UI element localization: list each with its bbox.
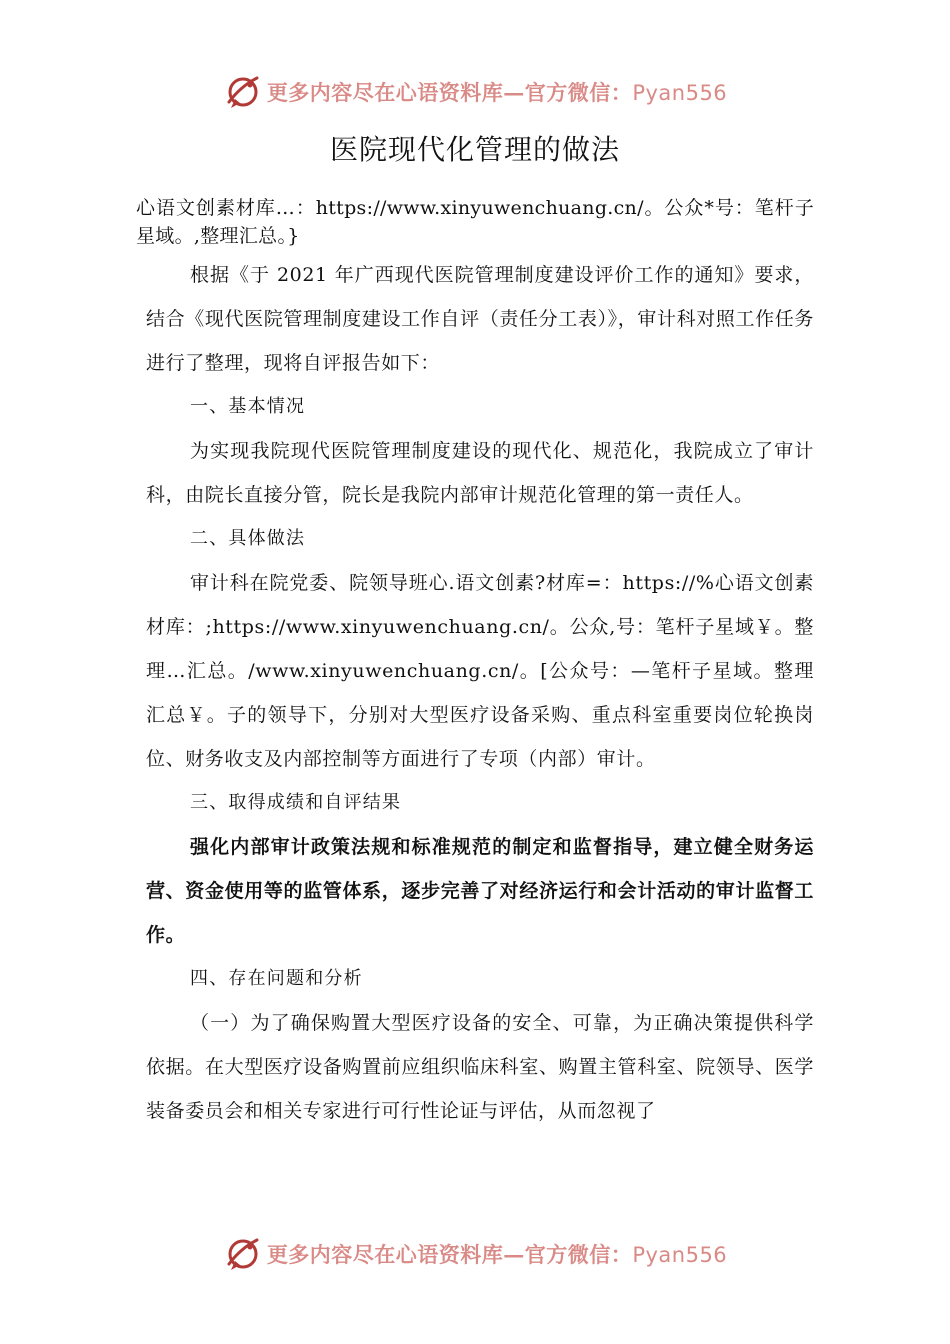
section-problems-text: （一）为了确保购置大型医疗设备的安全、可靠，为正确决策提供科学依据。在大型医疗设备购置前应组织临床科室、购置主管科室、院领导、医学装备委员会和相关专家进行可行性论证与评估，从而忽视了	[146, 1012, 814, 1122]
watermark-id: Pyan556	[632, 1243, 728, 1267]
intro-paragraph: 根据《于 2021 年广西现代医院管理制度建设评价工作的通知》要求，结合《现代医院管理制度建设工作自评（责任分工表）》，审计科对照工作任务进行了整理，现将自评报告如下：	[146, 264, 814, 374]
watermark-main: 更多内容尽在心语资料库—官方微信：	[266, 1242, 633, 1267]
pen-logo-icon	[223, 72, 263, 112]
section-heading-problems: 四、存在问题和分析	[190, 968, 363, 989]
section-practice-text: 审计科在院党委、院领导班心.语文创素?材库=：https://%心语文创素材库：;https://www.xinyuwenchuang.cn/。公众,号：笔杆子星域￥。整理…汇总。/www.xinyuwenchuang.cn/。[公众号：—笔杆子星域。整理汇总￥。子的领导下，分别对大型医疗设备采购、重点科室重要岗位轮换岗位、财务收支及内部控制等方面进行了专项（内部）审计。	[146, 572, 814, 770]
section-heading-results: 三、取得成绩和自评结果	[190, 792, 402, 813]
section-heading-practice: 二、具体做法	[190, 528, 306, 549]
watermark-banner-top	[0, 70, 950, 114]
section-basic-text: 为实现我院现代医院管理制度建设的现代化、规范化，我院成立了审计科，由院长直接分管，院长是我院内部审计规范化管理的第一责任人。	[146, 440, 814, 506]
watermark-text	[267, 77, 727, 107]
section-results-text: 强化内部审计政策法规和标准规范的制定和监督指导，建立健全财务运营、资金使用等的监管体系，逐步完善了对经济运行和会计活动的审计监督工作。	[146, 836, 814, 946]
section-heading-basic: 一、基本情况	[190, 396, 306, 417]
watermark-main: 更多内容尽在心语资料库—官方微信：	[266, 80, 633, 105]
watermark-id: Pyan556	[632, 81, 728, 105]
source-line: 心语文创素材库…：https://www.xinyuwenchuang.cn/。公众*号：笔杆子星域。,整理汇总。}	[136, 197, 814, 247]
page-title: 医院现代化管理的做法	[329, 133, 620, 166]
document-body	[136, 194, 814, 1133]
watermark-text	[267, 1239, 727, 1269]
watermark-banner-bottom	[0, 1232, 950, 1276]
pen-logo-icon	[223, 1234, 263, 1274]
